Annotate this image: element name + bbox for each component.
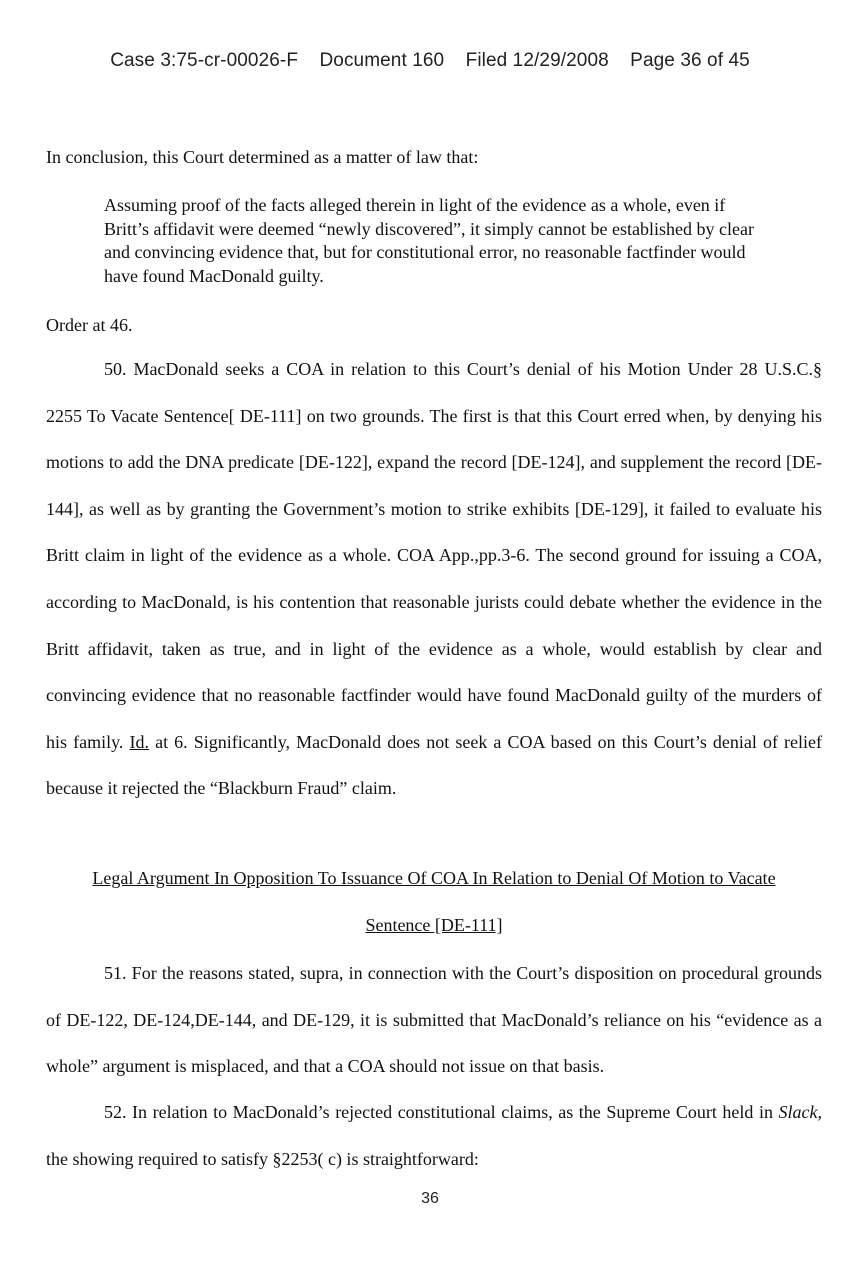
section-heading-line-1: Legal Argument In Opposition To Issuance Of COA In Relation to Denial Of Motion to Vacate	[92, 868, 776, 888]
paragraph-50-tail: at 6. Significantly, MacDonald does not seek a COA based on this Court’s denial of relief because it rejected the “Blackburn Fraud” claim.	[46, 731, 823, 799]
page-count: Page 36 of 45	[630, 50, 750, 71]
case-number: Case 3:75-cr-00026-F	[110, 50, 299, 71]
paragraph-51: 51. For the reasons stated, supra, in connection with the Court’s disposition on procedural grounds of DE-122, DE-124,DE-144, and DE-129, it is submitted that MacDonald’s reliance on his “evidence as a whole” argument is misplaced, and that a COA should not issue on that basis.	[46, 963, 822, 1077]
slack-case-name: Slack,	[778, 1102, 823, 1122]
order-citation: Order at 46.	[46, 315, 133, 335]
page-number: 36	[421, 1190, 439, 1207]
intro-sentence: In conclusion, this Court determined as a matter of law that:	[46, 147, 479, 167]
paragraph-52	[46, 1089, 822, 1182]
filed-date: Filed 12/29/2008	[465, 50, 609, 71]
court-filing-header	[0, 50, 860, 72]
paragraph-50-text: 50. MacDonald seeks a COA in relation to this Court’s denial of his Motion Under 28 U.S.C.§ 2255 To Vacate Sentence[ DE-111] on two grounds. The first is that this Court erred when, by denying his motions to add the DNA predicate [DE-122], expand the record [DE-124], and supplement the record [DE-144], as well as by granting the Government’s motion to strike exhibits [DE-129], it failed to evaluate his Britt claim in light of the evidence as a whole. COA App.,pp.3-6. The second ground for issuing a COA, according to MacDonald, is his contention that reasonable jurists could debate whether the evidence in the Britt affidavit, taken as true, and in light of the evidence as a whole, would establish by clear and convincing evidence that no reasonable factfinder would have found MacDonald guilty of the murders of his family.	[46, 359, 822, 752]
paragraph-52-tail: the showing required to satisfy §2253( c) is straightforward:	[46, 1148, 479, 1169]
block-quote: Assuming proof of the facts alleged therein in light of the evidence as a whole, even if Britt’s affidavit were deemed “newly discovered”, it simply cannot be established by clear and convincing evidence that, but for constitutional error, no reasonable factfinder would have found MacDonald guilty.	[104, 195, 754, 286]
section-heading-line-2: Sentence [DE-111]	[365, 915, 503, 935]
paragraph-50	[46, 346, 822, 812]
document-number: Document 160	[319, 50, 445, 71]
paragraph-52-text: 52. In relation to MacDonald’s rejected constitutional claims, as the Supreme Court held in	[104, 1102, 773, 1122]
id-citation: Id.	[129, 731, 149, 752]
